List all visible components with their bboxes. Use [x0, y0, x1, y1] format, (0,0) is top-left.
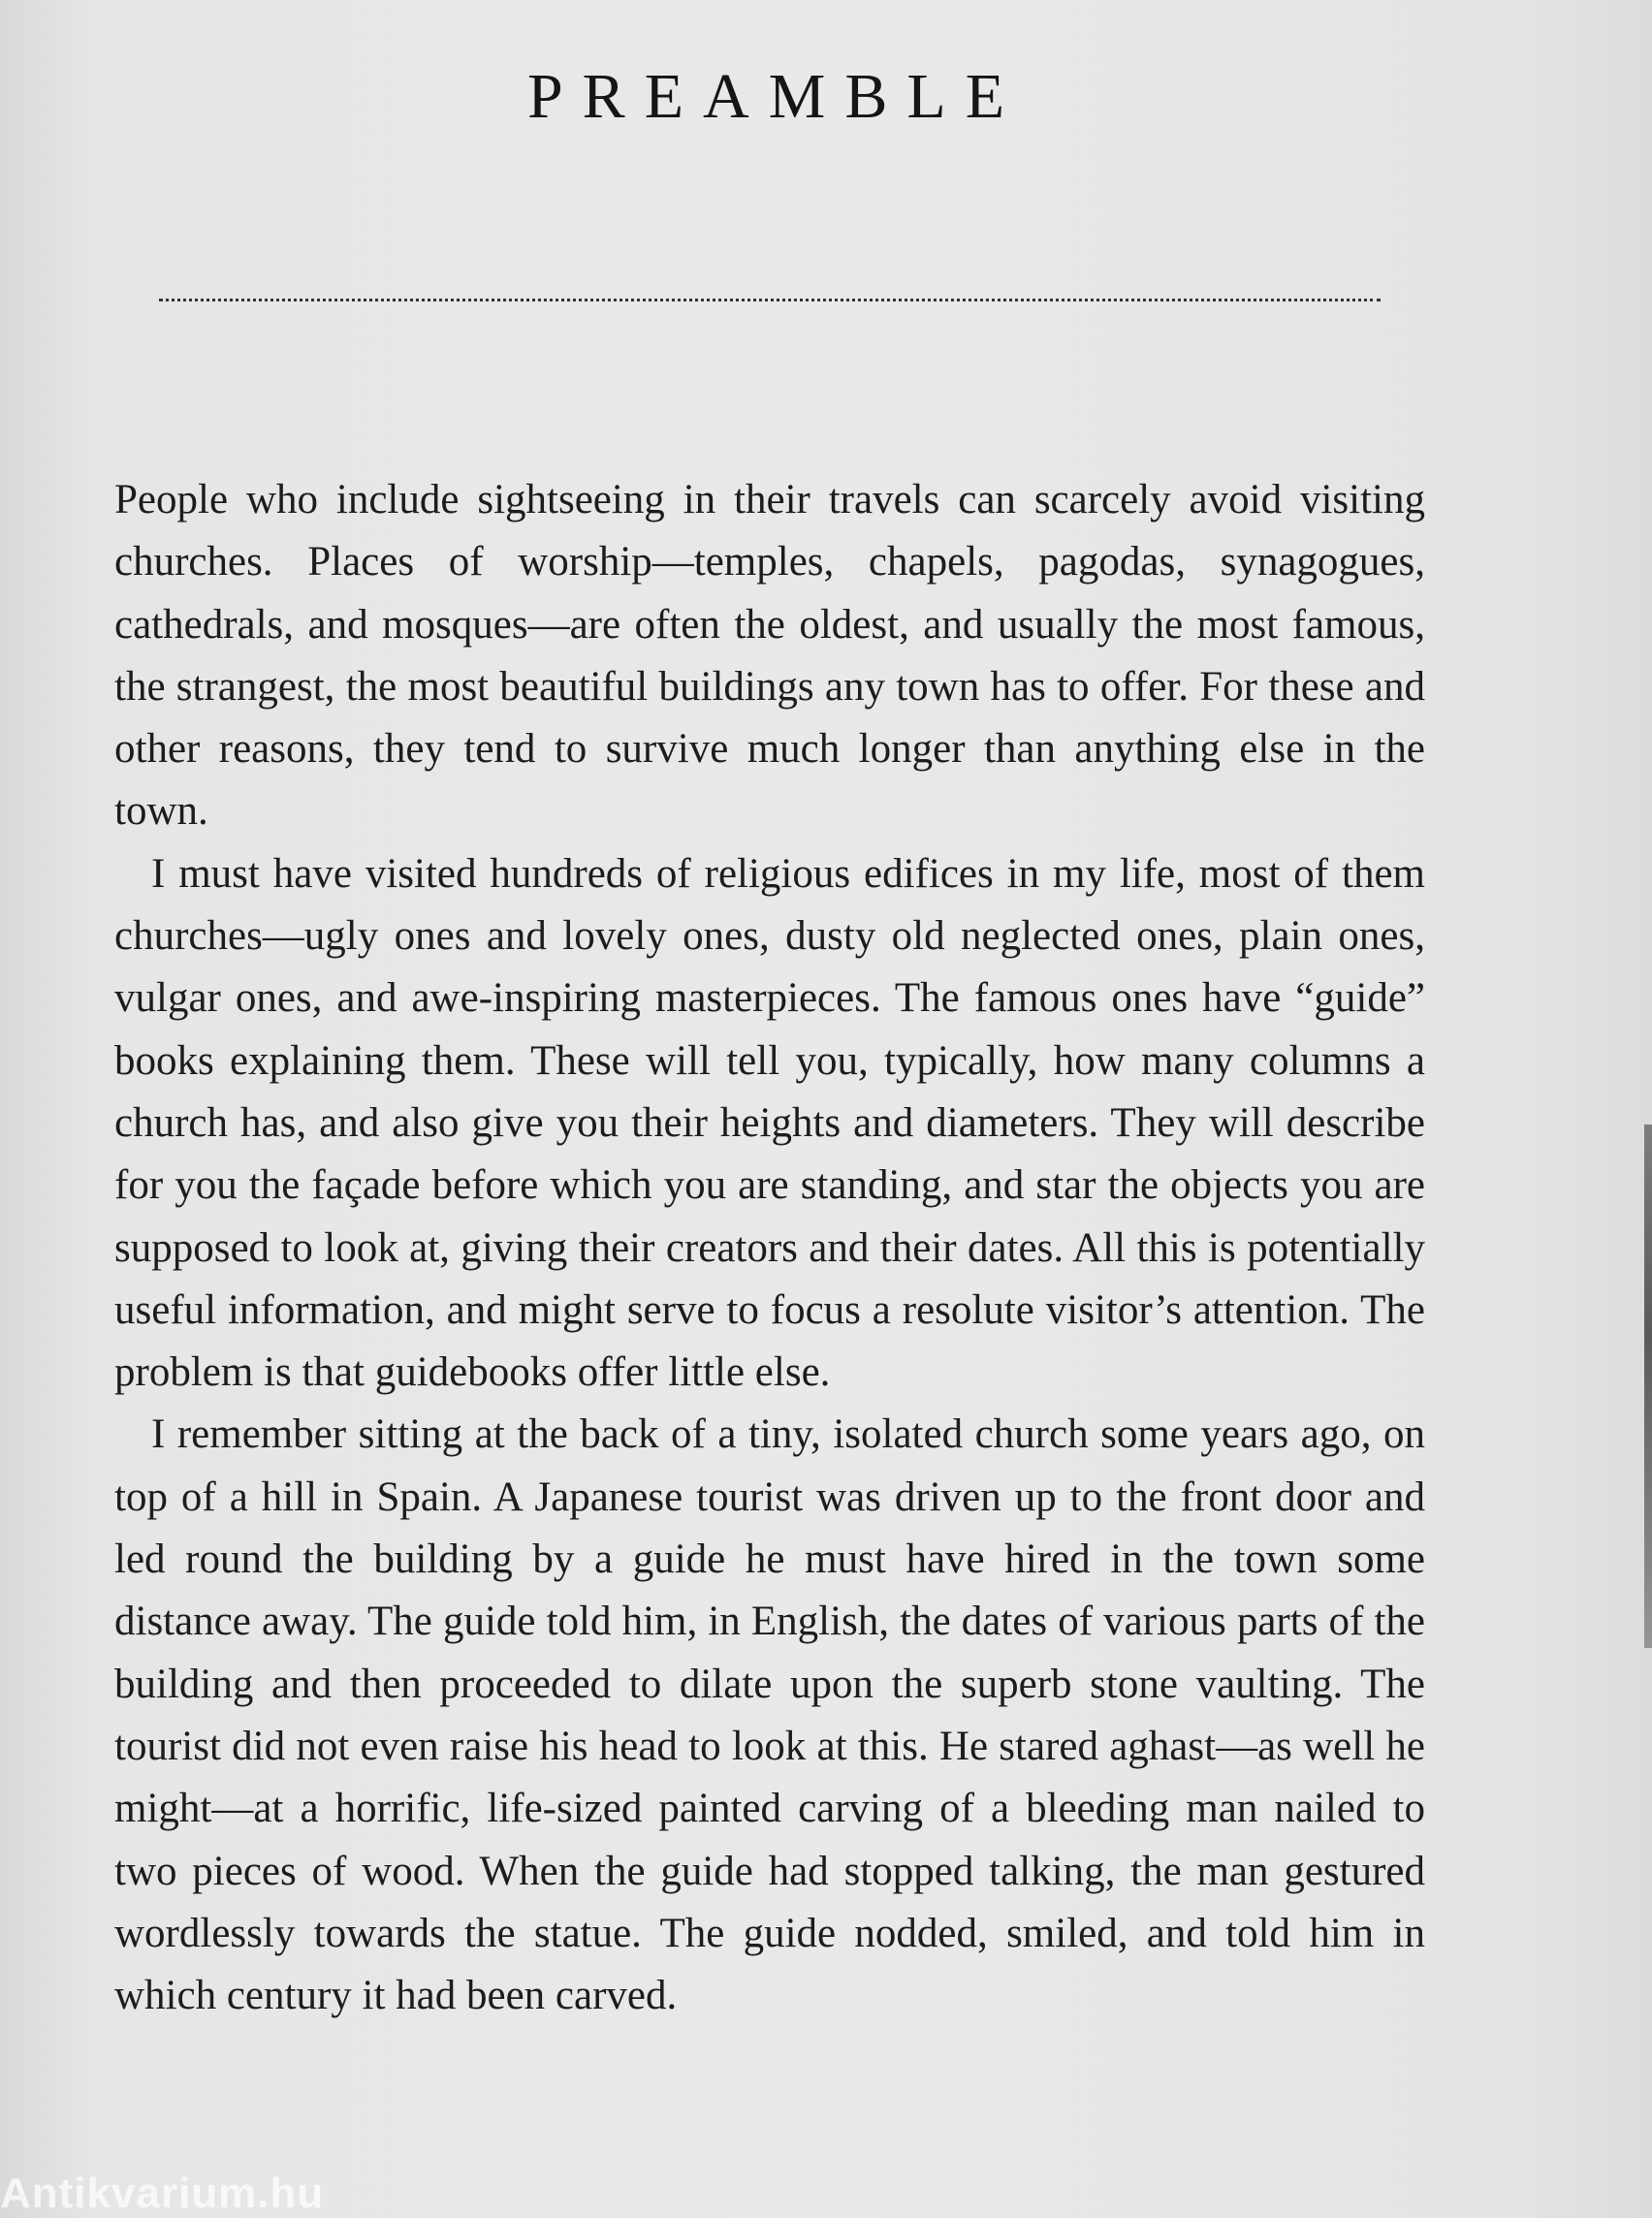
dotted-divider [159, 299, 1381, 301]
body-text [114, 469, 1425, 2027]
page-edge-shadow [1644, 1125, 1652, 1648]
watermark: Antikvarium.hu [0, 2170, 325, 2217]
paragraph-3: I remember sitting at the back of a tiny, isolated church some years ago, on top of a hill in Spain. A Japanese tourist was driven up to the front door and led round the building by a guide he must have hired in the town some distance away. The guide told him, in English, the dates of various parts of the building and then proceeded to dilate upon the superb stone vaulting. The tourist did not even raise his head to look at this. He stared aghast—as well he might—at a horrific, life-sized painted carving of a bleeding man nailed to two pieces of wood. When the guide had stopped talking, the man gestured wordlessly towards the statue. The guide nodded, smiled, and told him in which century it had been carved. [114, 1411, 1425, 2019]
paragraph-1: People who include sightseeing in their travels can scarcely avoid visiting churches. Places of worship—temples, chapels, pagodas, synagogues, cathedrals, and mosques—are often the oldest, and usually the most famous, the strangest, the most beautiful buildings any town has to offer. For these and other reasons, they tend to survive much longer than anything else in the town. [114, 477, 1425, 835]
paragraph-2: I must have visited hundreds of religious edifices in my life, most of them churches—ugly ones and lovely ones, dusty old neglected ones, plain ones, vulgar ones, and awe-inspiring masterpieces. The famous ones have “guide” books explaining them. These will tell you, typically, how many columns a church has, and also give you their heights and diameters. They will describe for you the façade before which you are standing, and star the objects you are supposed to look at, giving their creators and their dates. All this is potentially useful information, and might serve to focus a resolute visitor’s attention. The problem is that guidebooks offer little else. [114, 850, 1425, 1396]
chapter-title: PREAMBLE [526, 61, 1025, 132]
